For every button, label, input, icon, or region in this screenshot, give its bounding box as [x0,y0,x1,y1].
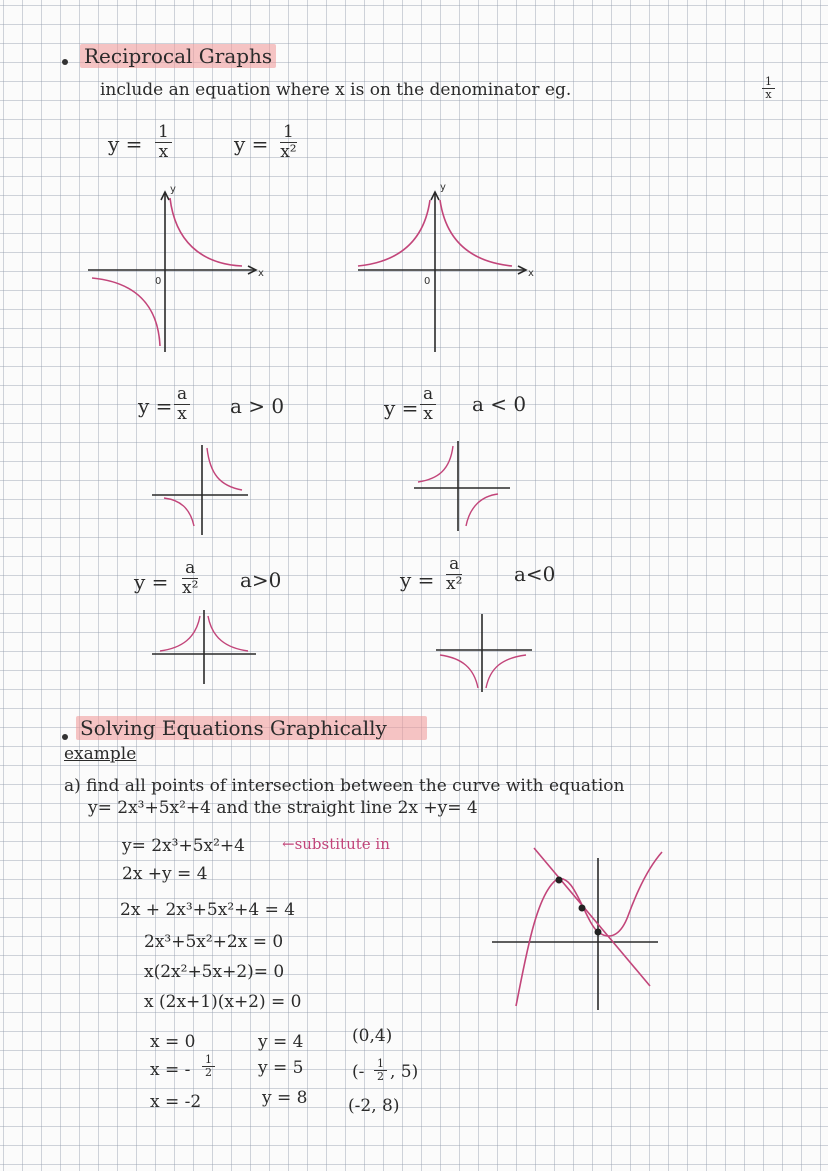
solution-x2-prefix: x = - [150,1060,191,1080]
sketch-intersection-point-3 [595,929,602,936]
graph2-curve-left [358,200,430,266]
graph5-curve-left [160,616,200,651]
point-2-fraction: $\frac{1}{2}$ [374,1058,387,1083]
point-2-suffix: , 5) [390,1062,419,1082]
work-line-3: 2x + 2x³+5x²+4 = 4 [120,900,296,920]
graph1-x-label: x [258,268,264,279]
eq3-lhs: y = [138,394,173,418]
graph1-y-label: y [170,184,176,195]
graph1-curve-q3 [92,278,160,346]
eq4-lhs: y = [384,396,419,420]
graph2-y-label: y [440,182,446,193]
bullet [62,59,68,65]
graph-reciprocal-1-over-x-squared [350,180,540,360]
eg-fraction: $\frac{1}{x}$ [762,76,775,101]
work-line-2: 2x +y = 4 [122,864,208,884]
eq4-fraction: $\frac{a}{x}$ [420,386,436,424]
eq6-condition: a<0 [514,562,556,586]
graph4-curve-q4 [466,494,498,526]
graph-intersection-sketch [486,846,666,1016]
question-line-2: y= 2x³+5x²+4 and the straight line 2x +y= 4 [88,798,478,818]
eq2-fraction: $\frac{1}{\text{x²}}$ [280,122,297,162]
eq3-condition: a > 0 [230,394,285,418]
work-line-1: y= 2x³+5x²+4 [122,836,245,856]
solution-x1: x = 0 [150,1032,196,1052]
sketch-cubic-curve [516,852,662,1006]
graph-a-over-x-negative [410,436,520,536]
graph6-curve-right [486,655,526,688]
work-line-4: 2x³+5x²+2x = 0 [144,932,284,952]
graph3-curve-q3 [164,498,194,526]
title-highlight: Reciprocal Graphs [80,44,276,68]
graph1-curve-q1 [170,198,242,266]
sketch-straight-line [534,848,650,986]
sketch-intersection-point-1 [556,877,563,884]
solution-x3: x = -2 [150,1092,202,1112]
graph-a-over-x-squared-positive [150,606,260,686]
graph6-curve-left [440,655,478,688]
graph1-origin-label: 0 [155,276,162,287]
solution-y1: y = 4 [258,1032,304,1052]
graph4-curve-q2 [418,446,453,482]
bullet-2 [62,734,68,740]
eq5-condition: a>0 [240,568,282,592]
title-highlight-2: Solving Equations Graphically [76,716,427,740]
graph2-origin-label: 0 [424,276,431,287]
work-line-5: x(2x²+5x+2)= 0 [144,962,285,982]
graph3-curve-q1 [207,448,242,490]
graph2-x-label: x [528,268,534,279]
eq5-fraction: $\frac{a}{\text{x²}}$ [182,558,199,598]
point-1: (0,4) [352,1026,393,1046]
graph-a-over-x-squared-negative [432,612,542,696]
eq6-fraction: $\frac{a}{\text{x²}}$ [446,554,463,594]
point-2-prefix: (- [352,1062,365,1082]
section-title-reciprocal [80,44,276,68]
intro-text: include an equation where x is on the denominator eg. [100,80,572,100]
graph-a-over-x-positive [150,440,260,540]
graph-reciprocal-1-over-x [80,180,270,360]
point-3: (-2, 8) [348,1096,400,1116]
eq1-lhs: y = [108,132,143,156]
question-line-1: a) find all points of intersection between the curve with equation [64,776,625,796]
eq1-fraction: $\frac{1}{x}$ [155,124,172,162]
eq2-lhs: y = [234,132,269,156]
example-label: example [64,744,137,764]
solution-y3: y = 8 [262,1088,308,1108]
sketch-intersection-point-2 [579,905,586,912]
section-title-solving [76,716,427,740]
eq3-fraction: $\frac{a}{x}$ [174,386,190,424]
eq6-lhs: y = [400,568,435,592]
eq5-lhs: y = [134,570,169,594]
graph2-curve-right [440,200,512,266]
solution-x2-fraction: $\frac{1}{2}$ [202,1054,215,1079]
solution-y2: y = 5 [258,1058,304,1078]
eq4-condition: a < 0 [472,392,527,416]
graph5-curve-right [208,616,248,651]
work-line-1-note: ←substitute in [282,835,390,853]
work-line-6: x (2x+1)(x+2) = 0 [144,992,302,1012]
